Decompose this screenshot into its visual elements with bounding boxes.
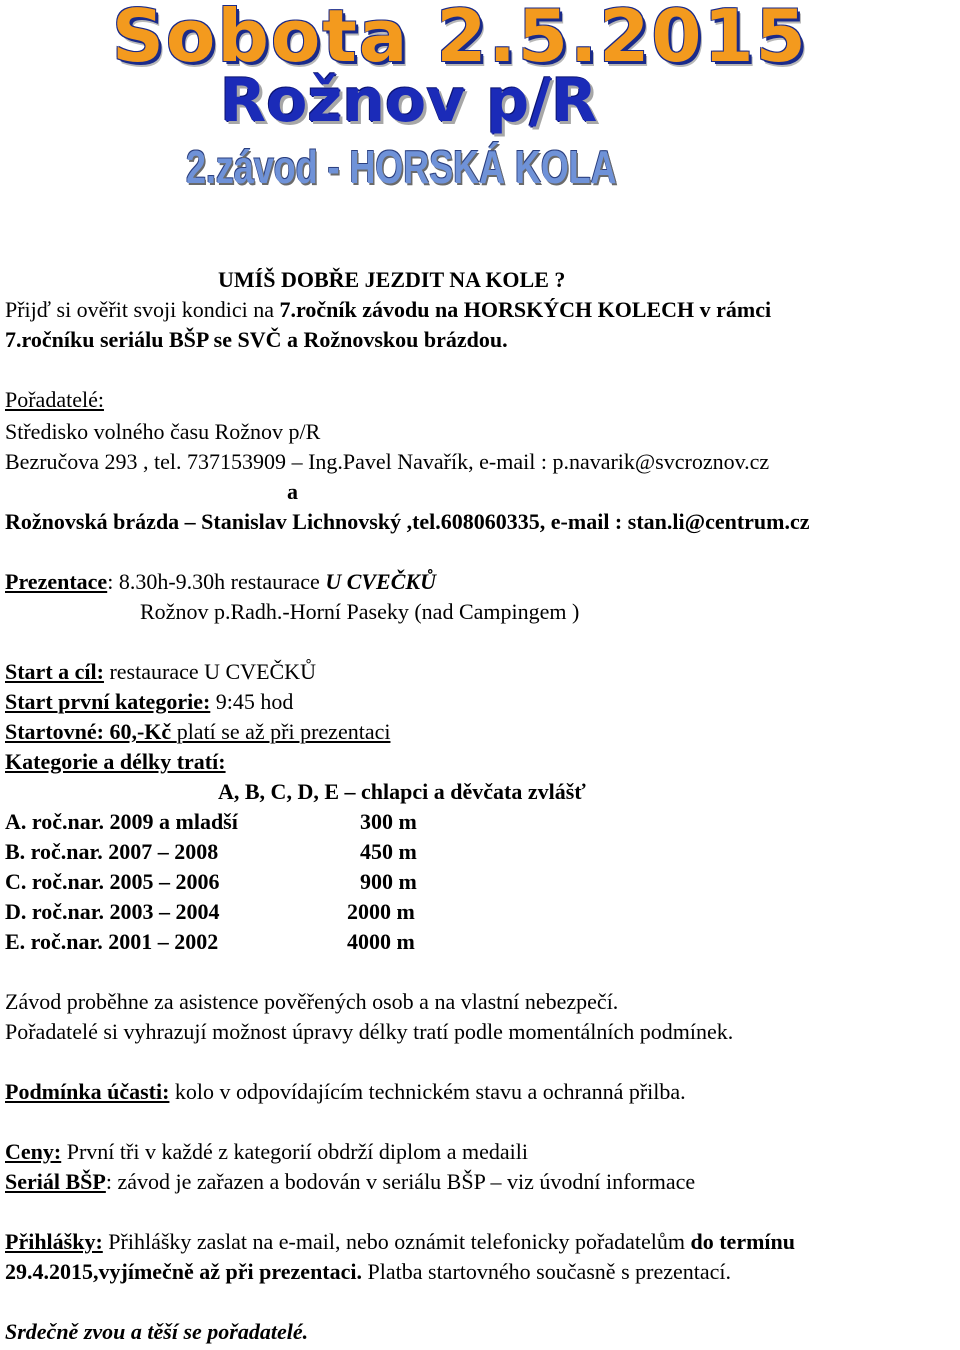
organizer-2: Rožnovská brázda – Stanislav Lichnovský ,tel.608060335, e-mail : stan.li@centrum.cz <box>5 509 810 534</box>
category-row-distance: 450 m <box>360 839 417 864</box>
intro-line-1: Přijď si ověřit svoji kondici na 7.ročník závodu na HORSKÝCH KOLECH v rámci <box>5 297 772 322</box>
participation-condition: Podmínka účasti: kolo v odpovídajícím technickém stavu a ochranná přilba. <box>5 1079 686 1104</box>
note-track-length: Pořadatelé si vyhrazují možnost úpravy délky tratí podle momentálních podmínek. <box>5 1019 734 1044</box>
category-row-label: C. roč.nar. 2005 – 2006 <box>5 869 220 894</box>
place-title: Rožnov p/R <box>220 66 598 136</box>
prizes: Ceny: První tři v každé z kategorií obdrží diplom a medaili <box>5 1139 528 1164</box>
start-finish: Start a cíl: restaurace U CVEČKŮ <box>5 659 316 684</box>
race-title: 2.závod - HORSKÁ KOLA <box>186 141 617 193</box>
date-title: Sobota 2.5.2015 <box>112 0 808 78</box>
note-safety: Závod proběhne za asistence pověřených osob a na vlastní nebezpečí. <box>5 989 619 1014</box>
organizer-1-contact: Bezručova 293 , tel. 737153909 – Ing.Pavel Navařík, e-mail : p.navarik@svcroznov.cz <box>5 449 770 474</box>
category-row-distance: 2000 m <box>347 899 415 924</box>
closing-line: Srdečně zvou a těší se pořadatelé. <box>5 1319 309 1344</box>
organizers-conjunction: a <box>287 479 298 504</box>
category-row-label: E. roč.nar. 2001 – 2002 <box>5 929 219 954</box>
category-row-distance: 300 m <box>360 809 417 834</box>
organizer-1-name: Středisko volného času Rožnov p/R <box>5 419 321 444</box>
entry-fee: Startovné: 60,-Kč platí se až při prezentaci <box>5 719 391 744</box>
entries-line-2: 29.4.2015,vyjímečně až při prezentaci. Platba startovného současně s prezentací. <box>5 1259 731 1284</box>
organizers-heading: Pořadatelé: <box>5 387 104 412</box>
series-info: Seriál BŠP: závod je zařazen a bodován v seriálu BŠP – viz úvodní informace <box>5 1169 696 1194</box>
poster-header <box>0 0 960 210</box>
category-row-distance: 900 m <box>360 869 417 894</box>
venue-name: U CVEČKŮ <box>325 569 436 594</box>
category-row-label: A. roč.nar. 2009 a mladší <box>5 809 238 834</box>
entries-line-1: Přihlášky: Přihlášky zaslat na e-mail, nebo oznámit telefonicky pořadatelům do termínu <box>5 1229 795 1254</box>
categories-note: A, B, C, D, E – chlapci a děvčata zvlášť <box>218 779 586 804</box>
intro-line-2: 7.ročníku seriálu BŠP se SVČ a Rožnovskou brázdou. <box>5 327 508 352</box>
registration-address: Rožnov p.Radh.-Horní Paseky (nad Campingem ) <box>140 599 580 624</box>
category-row-label: D. roč.nar. 2003 – 2004 <box>5 899 220 924</box>
categories-heading: Kategorie a délky tratí: <box>5 749 226 774</box>
intro-question: UMÍŠ DOBŘE JEZDIT NA KOLE ? <box>218 267 566 292</box>
registration-desk: Prezentace: 8.30h-9.30h restaurace U CVEČKŮ <box>5 569 436 594</box>
organizer-1-email[interactable]: p.navarik@svcroznov.cz <box>552 449 770 474</box>
first-start: Start první kategorie: 9:45 hod <box>5 689 294 714</box>
category-row-label: B. roč.nar. 2007 – 2008 <box>5 839 219 864</box>
category-row-distance: 4000 m <box>347 929 415 954</box>
